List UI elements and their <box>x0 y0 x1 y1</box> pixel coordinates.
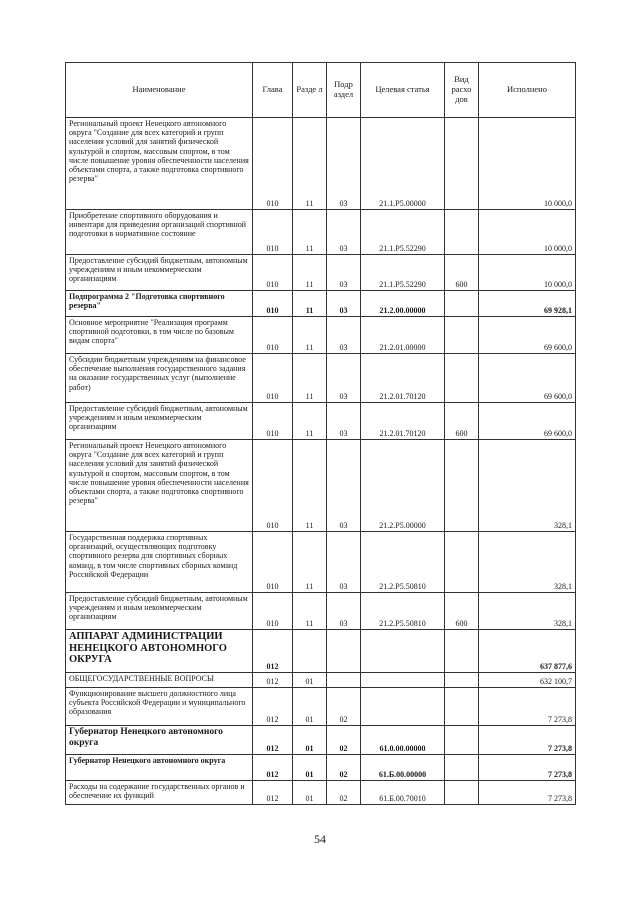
row-type <box>445 317 479 354</box>
row-section: 01 <box>293 781 327 805</box>
row-target: 21.1.Р5.00000 <box>361 118 445 210</box>
row-chapter: 010 <box>253 255 293 291</box>
row-target <box>361 673 445 688</box>
row-chapter: 012 <box>253 673 293 688</box>
table-row <box>66 755 576 781</box>
row-type <box>445 440 479 532</box>
row-chapter: 012 <box>253 755 293 781</box>
row-target: 21.1.Р5.52290 <box>361 255 445 291</box>
row-section: 11 <box>293 403 327 440</box>
row-target: 21.2.01.00000 <box>361 317 445 354</box>
row-chapter: 010 <box>253 118 293 210</box>
row-section: 01 <box>293 688 327 726</box>
table-row <box>66 403 576 440</box>
table-row <box>66 210 576 255</box>
row-target <box>361 630 445 673</box>
table-row <box>66 688 576 726</box>
row-executed: 7 273,8 <box>479 755 576 781</box>
row-executed: 328,1 <box>479 593 576 630</box>
row-section: 11 <box>293 118 327 210</box>
row-name: Предоставление субсидий бюджетным, автономным учреждениям и иным некоммерческим организациям <box>66 403 253 440</box>
row-subsection: 03 <box>327 354 361 403</box>
row-type: 600 <box>445 255 479 291</box>
row-name: Предоставление субсидий бюджетным, автономным учреждениям и иным некоммерческим организациям <box>66 255 253 291</box>
table-row <box>66 255 576 291</box>
row-executed: 10 000,0 <box>479 210 576 255</box>
row-chapter: 010 <box>253 440 293 532</box>
row-name: Региональный проект Ненецкого автономного округа "Создание для всех категорий и групп населения условий для занятий физической культурой и спортом, массовым спортом, в том числе повышение уровня обеспеченности населения объектами спорта, а также подготовка спортивного резерва" <box>66 118 253 210</box>
row-section: 01 <box>293 726 327 755</box>
table-row <box>66 630 576 673</box>
row-name: Подпрограмма 2 "Подготовка спортивного резерва" <box>66 291 253 317</box>
table-row <box>66 440 576 532</box>
row-subsection: 03 <box>327 593 361 630</box>
row-executed: 69 600,0 <box>479 317 576 354</box>
row-subsection: 03 <box>327 210 361 255</box>
table-row <box>66 781 576 805</box>
row-type <box>445 781 479 805</box>
row-chapter: 012 <box>253 781 293 805</box>
row-name: Предоставление субсидий бюджетным, автономным учреждениям и иным некоммерческим организациям <box>66 593 253 630</box>
row-type <box>445 354 479 403</box>
row-executed: 632 100,7 <box>479 673 576 688</box>
row-executed: 328,1 <box>479 440 576 532</box>
row-type <box>445 673 479 688</box>
row-type: 600 <box>445 593 479 630</box>
row-chapter: 010 <box>253 210 293 255</box>
header-executed: Исполнено <box>479 63 576 118</box>
row-target: 21.2.Р5.50810 <box>361 532 445 593</box>
header-target: Целевая статья <box>361 63 445 118</box>
header-type: Вид расхо дов <box>445 63 479 118</box>
row-subsection: 03 <box>327 118 361 210</box>
row-target: 21.2.Р5.50810 <box>361 593 445 630</box>
row-target: 21.2.Р5.00000 <box>361 440 445 532</box>
row-section: 11 <box>293 593 327 630</box>
row-name: Государственная поддержка спортивных организаций, осуществляющих подготовку спортивного резерва для спортивных сборных команд, в том числе спортивных сборных команд Российской Федерации <box>66 532 253 593</box>
row-executed: 637 877,6 <box>479 630 576 673</box>
row-executed: 10 000,0 <box>479 255 576 291</box>
row-executed: 69 600,0 <box>479 403 576 440</box>
row-target: 61.Б.00.00000 <box>361 755 445 781</box>
header-name: Наименование <box>66 63 253 118</box>
row-name: ОБЩЕГОСУДАРСТВЕННЫЕ ВОПРОСЫ <box>66 673 253 688</box>
row-executed: 69 928,1 <box>479 291 576 317</box>
row-name: Расходы на содержание государственных органов и обеспечение их функций <box>66 781 253 805</box>
row-type <box>445 210 479 255</box>
table-row <box>66 354 576 403</box>
row-type <box>445 688 479 726</box>
row-section: 11 <box>293 255 327 291</box>
row-chapter: 012 <box>253 630 293 673</box>
row-subsection: 03 <box>327 440 361 532</box>
row-target: 21.2.01.70120 <box>361 403 445 440</box>
row-subsection <box>327 673 361 688</box>
row-name: Губернатор Ненецкого автономного округа <box>66 755 253 781</box>
table-row <box>66 726 576 755</box>
row-name: Субсидии бюджетным учреждениям на финансовое обеспечение выполнения государственного задания на оказание государственных услуг (выполнение работ) <box>66 354 253 403</box>
header-chapter: Глава <box>253 63 293 118</box>
row-name: Губернатор Ненецкого автономного округа <box>66 726 253 755</box>
row-name: Региональный проект Ненецкого автономного округа "Создание для всех категорий и групп населения условий для занятий физической культурой и спортом, массовым спортом, в том числе повышение уровня обеспеченности населения объектами спорта, а также подготовка спортивного резерва" <box>66 440 253 532</box>
row-type <box>445 726 479 755</box>
table-row <box>66 532 576 593</box>
row-section <box>293 630 327 673</box>
row-section: 11 <box>293 354 327 403</box>
row-chapter: 010 <box>253 403 293 440</box>
row-type <box>445 291 479 317</box>
table-row <box>66 317 576 354</box>
row-chapter: 012 <box>253 688 293 726</box>
row-target <box>361 688 445 726</box>
row-subsection: 03 <box>327 255 361 291</box>
row-subsection: 02 <box>327 726 361 755</box>
row-target: 61.0.00.00000 <box>361 726 445 755</box>
row-target: 21.1.Р5.52290 <box>361 210 445 255</box>
row-name: АППАРАТ АДМИНИСТРАЦИИ НЕНЕЦКОГО АВТОНОМНОГО ОКРУГА <box>66 630 253 673</box>
row-name: Основное мероприятие "Реализация программ спортивной подготовки, в том числе по базовым видам спорта" <box>66 317 253 354</box>
row-chapter: 010 <box>253 532 293 593</box>
table-row <box>66 118 576 210</box>
row-subsection: 02 <box>327 688 361 726</box>
row-type <box>445 532 479 593</box>
row-executed: 69 600,0 <box>479 354 576 403</box>
row-chapter: 010 <box>253 354 293 403</box>
row-type <box>445 118 479 210</box>
table-header-row <box>66 63 576 118</box>
row-executed: 7 273,8 <box>479 726 576 755</box>
row-type: 600 <box>445 403 479 440</box>
row-section: 01 <box>293 673 327 688</box>
row-section: 11 <box>293 532 327 593</box>
row-executed: 10 000,0 <box>479 118 576 210</box>
row-subsection: 03 <box>327 532 361 593</box>
row-subsection: 03 <box>327 317 361 354</box>
row-section: 01 <box>293 755 327 781</box>
row-subsection: 02 <box>327 781 361 805</box>
row-target: 21.2.00.00000 <box>361 291 445 317</box>
row-chapter: 010 <box>253 317 293 354</box>
row-chapter: 010 <box>253 291 293 317</box>
table-row <box>66 593 576 630</box>
row-type <box>445 755 479 781</box>
row-subsection: 03 <box>327 403 361 440</box>
row-target: 21.2.01.70120 <box>361 354 445 403</box>
budget-table <box>65 62 576 805</box>
table-row <box>66 291 576 317</box>
row-type <box>445 630 479 673</box>
row-subsection: 02 <box>327 755 361 781</box>
row-subsection: 03 <box>327 291 361 317</box>
page-number: 54 <box>314 832 326 846</box>
header-subsection: Подр аздел <box>327 63 361 118</box>
row-section: 11 <box>293 210 327 255</box>
row-name: Функционирование высшего должностного лица субъекта Российской Федерации и муниципального образования <box>66 688 253 726</box>
row-chapter: 012 <box>253 726 293 755</box>
row-executed: 7 273,8 <box>479 781 576 805</box>
row-target: 61.Б.00.70010 <box>361 781 445 805</box>
row-section: 11 <box>293 440 327 532</box>
row-executed: 328,1 <box>479 532 576 593</box>
row-name: Приобретение спортивного оборудования и инвентаря для приведения организаций спортивной подготовки в нормативное состояние <box>66 210 253 255</box>
row-subsection <box>327 630 361 673</box>
table-row <box>66 673 576 688</box>
row-chapter: 010 <box>253 593 293 630</box>
row-section: 11 <box>293 291 327 317</box>
header-section: Разде л <box>293 63 327 118</box>
row-section: 11 <box>293 317 327 354</box>
row-executed: 7 273,8 <box>479 688 576 726</box>
